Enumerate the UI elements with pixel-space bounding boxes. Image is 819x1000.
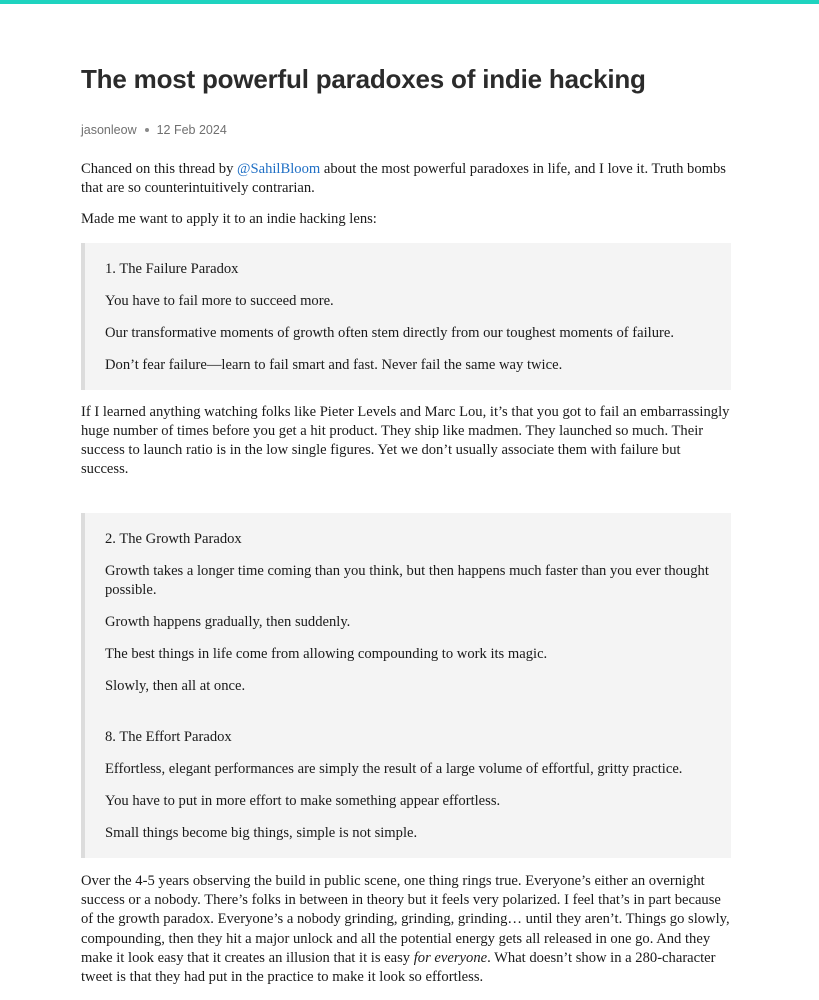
sahilbloom-link[interactable]: @SahilBloom	[237, 161, 321, 177]
post-body	[81, 160, 731, 987]
quote-line: You have to put in more effort to make something appear effortless.	[105, 792, 501, 809]
author-name[interactable]: jasonleow	[81, 123, 137, 137]
quote-heading: 1. The Failure Paradox	[105, 260, 239, 277]
quote-line: The best things in life come from allowing compounding to work its magic.	[105, 645, 548, 662]
post-article	[81, 60, 731, 987]
post-title: The most powerful paradoxes of indie hacking	[81, 64, 646, 94]
failure-paradox-quote	[81, 243, 731, 390]
intro-paragraph: Chanced on this thread by @SahilBloom about the most powerful paradoxes in life, and I love it. Truth bombs that are so counterintuitively contrarian.	[81, 161, 726, 197]
quote-spacer	[105, 709, 711, 728]
meta-separator-dot	[145, 128, 149, 132]
accent-top-bar	[0, 0, 819, 4]
quote-heading: 2. The Growth Paradox	[105, 530, 242, 547]
quote-line: Small things become big things, simple is not simple.	[105, 824, 418, 841]
quote-heading: 8. The Effort Paradox	[105, 728, 232, 745]
post-meta	[81, 121, 731, 139]
quote-line: Don’t fear failure—learn to fail smart and fast. Never fail the same way twice.	[105, 356, 563, 373]
post-date: 12 Feb 2024	[156, 123, 227, 137]
growth-commentary-paragraph: Over the 4-5 years observing the build in public scene, one thing rings true. Everyone’s either an overnight success or a nobody. There’s folks in between in theory but it feels very polarized. I feel that’s in part because of the growth paradox. Everyone’s a nobody grinding, grinding, grinding… until they aren’t. Things go slowly, compounding, then they hit a major unlock and all the potential energy gets all released in one go. And they make it look easy that it creates an illusion that it is easy for everyone. What doesn’t show in a 280-character tweet is that they had put in the practice to make it look so effortless.	[81, 873, 730, 986]
quote-line: Effortless, elegant performances are simply the result of a large volume of effortful, gritty practice.	[105, 760, 683, 777]
quote-line: You have to fail more to succeed more.	[105, 292, 334, 309]
failure-commentary-paragraph: If I learned anything watching folks like Pieter Levels and Marc Lou, it’s that you got to fail an embarrassingly huge number of times before you get a hit product. They ship like madmen. They launched so much. Their success to launch ratio is in the low single figures. Yet we don’t usually associate them with failure but success.	[81, 403, 730, 478]
quote-line: Growth happens gradually, then suddenly.	[105, 613, 351, 630]
quote-line: Growth takes a longer time coming than you think, but then happens much faster than you ever thought possible.	[105, 562, 709, 598]
intro-paragraph-2: Made me want to apply it to an indie hacking lens:	[81, 211, 377, 228]
quote-line: Our transformative moments of growth often stem directly from our toughest moments of failure.	[105, 324, 675, 341]
quote-line: Slowly, then all at once.	[105, 677, 246, 694]
growth-effort-paradox-quote	[81, 513, 731, 858]
